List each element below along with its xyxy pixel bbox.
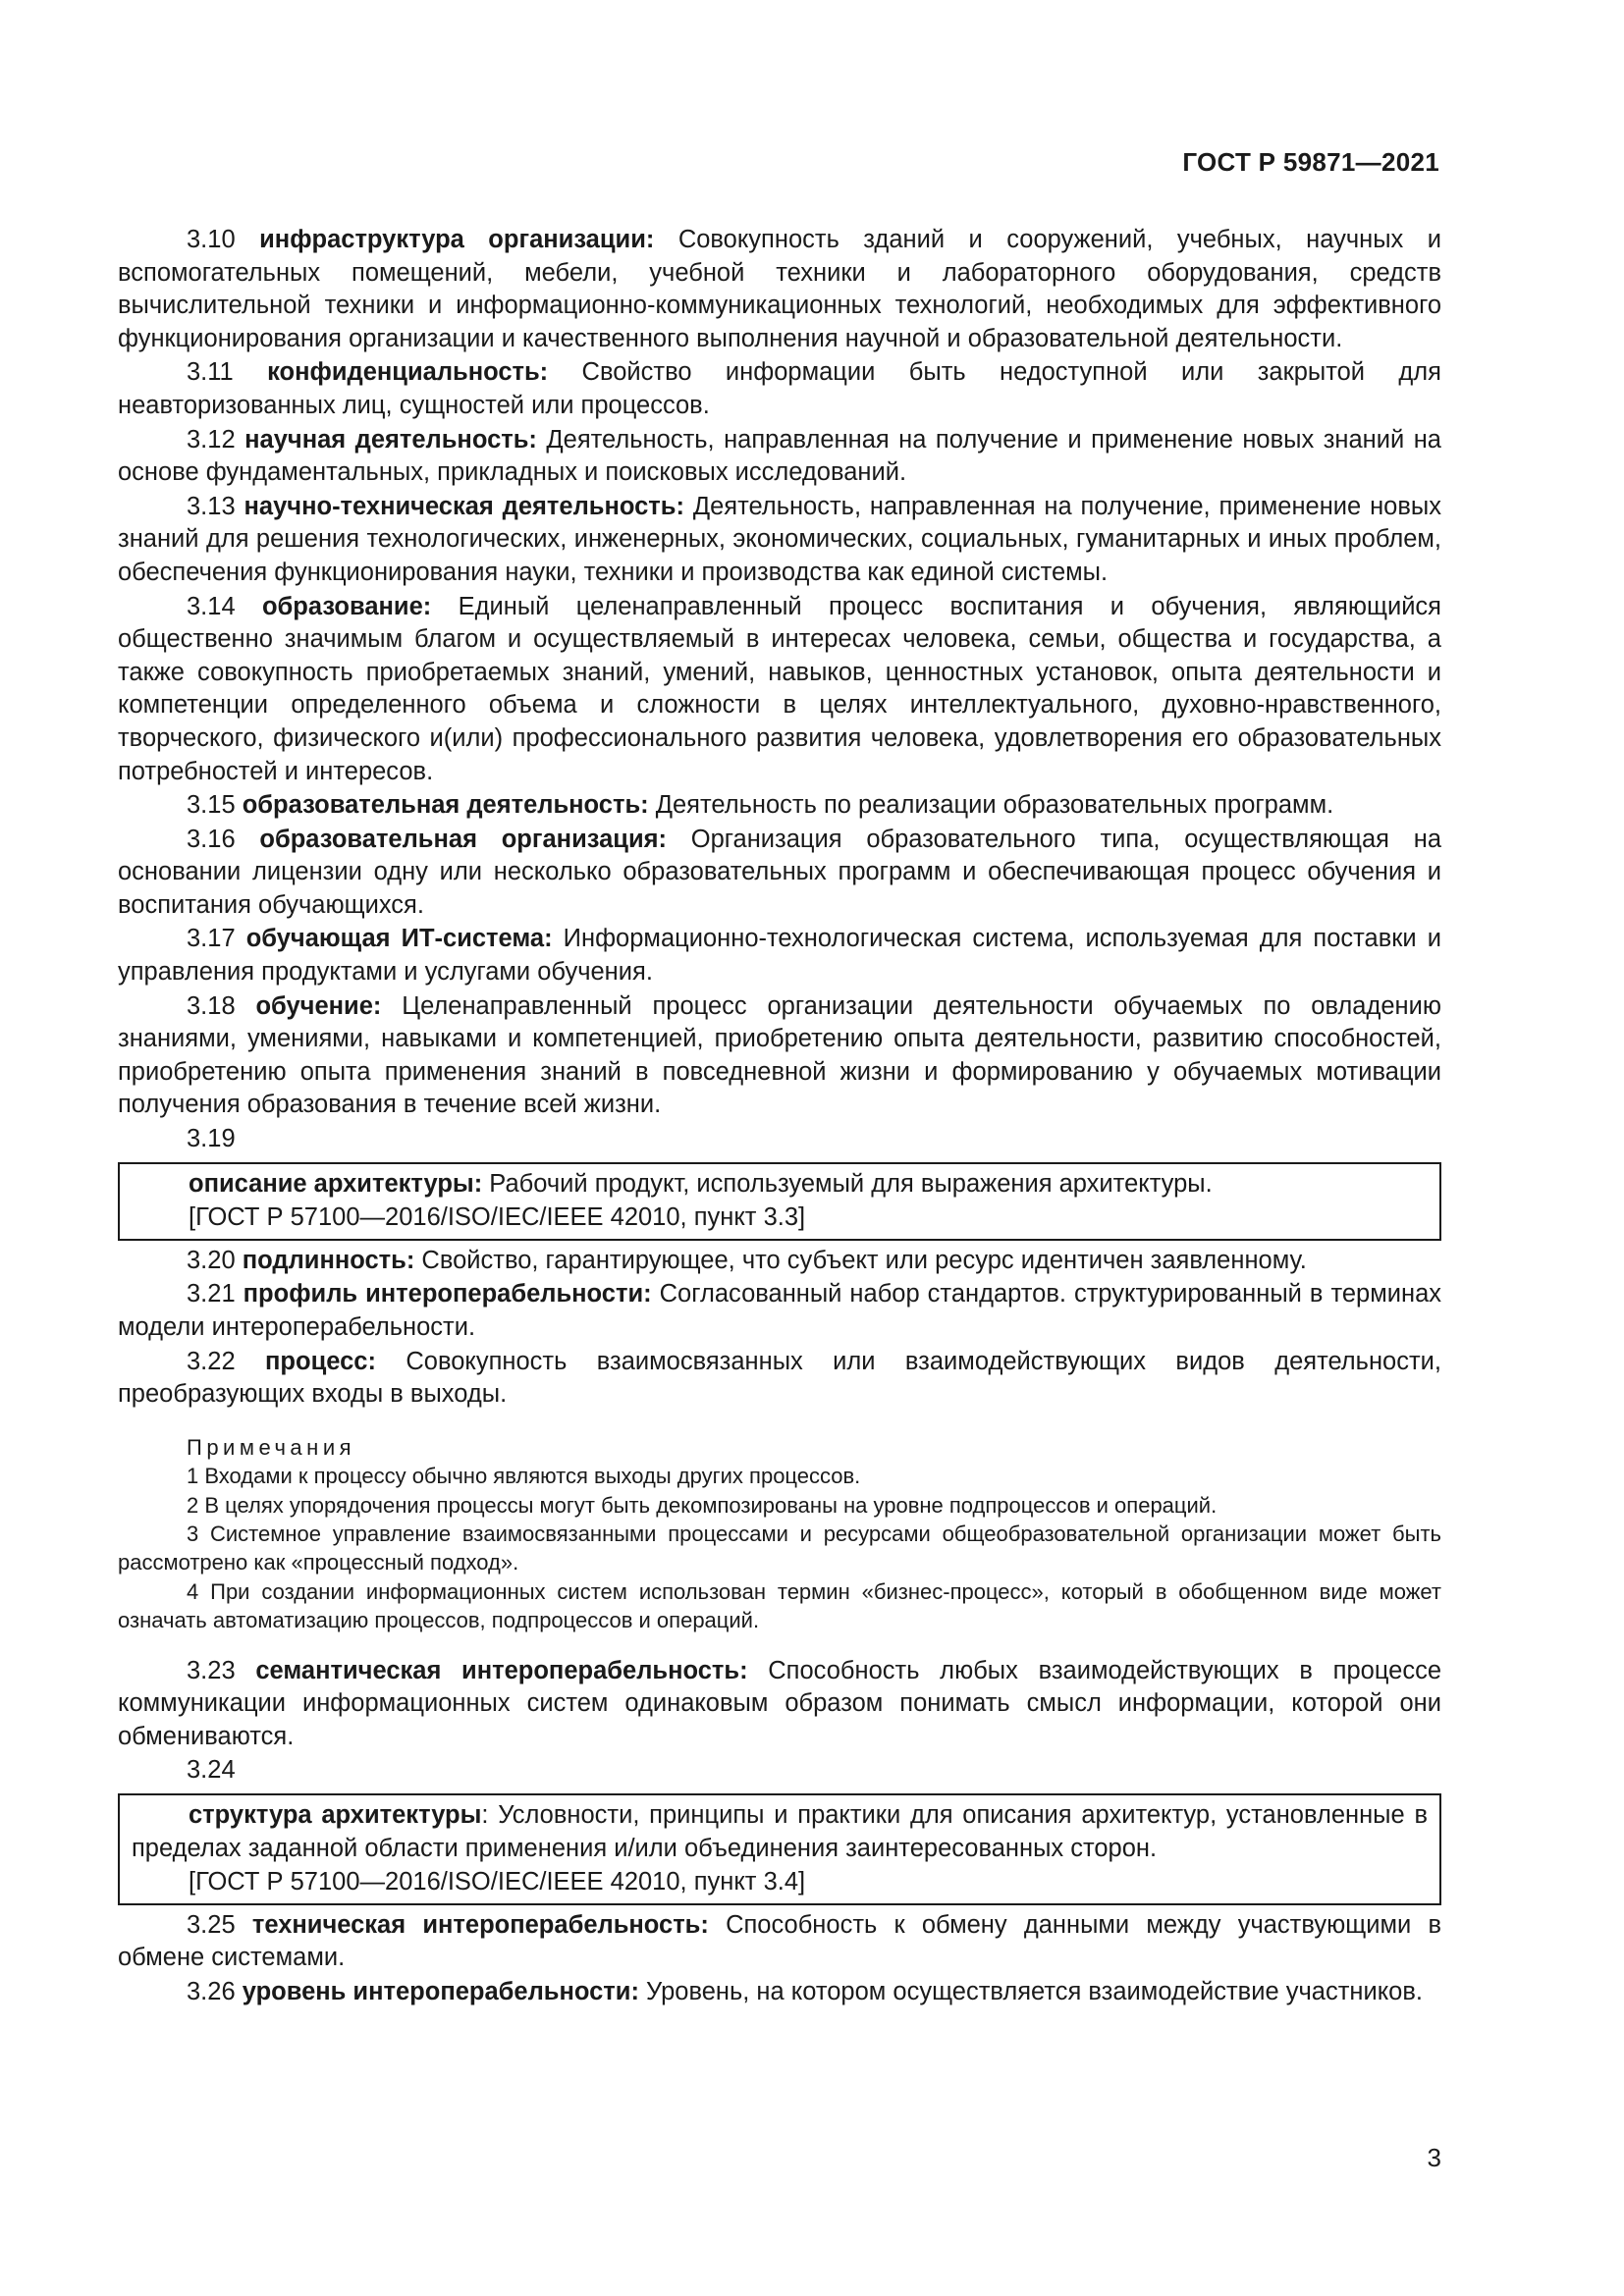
notes-block: [118, 1433, 1441, 1635]
term-3-10: 3.10 инфраструктура организации: Совокупность зданий и сооружений, учебных, научных и вспомогательных помещений, мебели, учебной техники и лабораторного оборудования, средств вычислительной техники и информационно-коммуникационных технологий, необходимых для эффективного функционирования организации и качественного выполнения научной и образовательной деятельности.: [118, 226, 1442, 352]
note-item: 1 Входами к процессу обычно являются выходы других процессов.: [187, 1464, 861, 1489]
term-3-24-number: 3.24: [187, 1756, 236, 1785]
quoted-term-box-3-24: [118, 1793, 1441, 1905]
term-3-26: 3.26 уровень интероперабельности: Уровень, на котором осуществляется взаимодействие участников.: [187, 1977, 1423, 2005]
term-3-14: 3.14 образование: Единый целенаправленный процесс воспитания и обучения, являющийся общественно значимым благом и осуществляемый в интересах человека, семьи, общества и государства, а также совокупность приобретаемых знаний, умений, навыков, ценностных установок, опыта деятельности и компетенции определенного объема и сложности в целях интеллектуального, духовно-нравственного, творческого, физического и(или) профессионального развития человека, удовлетворения его образовательных потребностей и интересов.: [118, 592, 1441, 785]
term-3-11: 3.11 конфиденциальность: Свойство информации быть недоступной или закрытой для неавторизованных лиц, сущностей или процессов.: [118, 358, 1441, 419]
term-3-23: 3.23 семантическая интероперабельность: Способность любых взаимодействующих в процессе коммуникации информационных систем одинаковым образом понимать смысл информации, которой они обмениваются.: [118, 1656, 1441, 1750]
page-number: 3: [1427, 2143, 1441, 2172]
note-item: 4 При создании информационных систем использован термин «бизнес-процесс», который в обобщенном виде может означать автоматизацию процессов, подпроцессов и операций.: [118, 1578, 1441, 1633]
term-3-20: 3.20 подлинность: Свойство, гарантирующее, что субъект или ресурс идентичен заявленному.: [187, 1246, 1307, 1274]
term-3-24-reference: [ГОСТ Р 57100—2016/ISO/IEC/IEEE 42010, пункт 3.4]: [189, 1868, 806, 1896]
term-3-16: 3.16 образовательная организация: Организация образовательного типа, осуществляющая на основании лицензии одну или несколько образовательных программ и обеспечивающая процесс обучения и воспитания обучающихся.: [118, 825, 1441, 919]
term-3-19-reference: [ГОСТ Р 57100—2016/ISO/IEC/IEEE 42010, пункт 3.3]: [189, 1203, 806, 1232]
notes-title: Примечания: [187, 1434, 356, 1460]
standard-code-header: ГОСТ Р 59871—2021: [1182, 147, 1439, 177]
term-3-22: 3.22 процесс: Совокупность взаимосвязанных или взаимодействующих видов деятельности, преобразующих входы в выходы.: [118, 1347, 1441, 1409]
term-3-17: 3.17 обучающая ИТ-система: Информационно-технологическая система, используемая для поставки и управления продуктами и услугами обучения.: [118, 925, 1441, 987]
term-3-18: 3.18 обучение: Целенаправленный процесс организации деятельности обучаемых по овладению знаниями, умениями, навыками и компетенцией, приобретению опыта деятельности, развитию способностей, приобретению опыта применения знаний в повседневной жизни и формированию у обучаемых мотивации получения образования в течение всей жизни.: [118, 991, 1441, 1119]
term-3-25: 3.25 техническая интероперабельность: Способность к обмену данными между участвующими в обмене системами.: [118, 1910, 1441, 1972]
note-item: 2 В целях упорядочения процессы могут быть декомпозированы на уровне подпроцессов и операций.: [187, 1492, 1218, 1518]
term-3-19-number: 3.19: [187, 1125, 236, 1153]
terms-content: [118, 224, 1441, 2010]
term-3-12: 3.12 научная деятельность: Деятельность, направленная на получение и применение новых знаний на основе фундаментальных, прикладных и поисковых исследований.: [118, 425, 1441, 487]
term-3-15: 3.15 образовательная деятельность: Деятельность по реализации образовательных программ.: [187, 791, 1334, 820]
term-3-19: описание архитектуры: Рабочий продукт, используемый для выражения архитектуры.: [189, 1169, 1213, 1198]
term-3-21: 3.21 профиль интероперабельности: Согласованный набор стандартов. структурированный в терминах модели интероперабельности.: [118, 1280, 1441, 1341]
term-3-13: 3.13 научно-техническая деятельность: Деятельность, направленная на получение, применение новых знаний для решения технологических, инженерных, экономических, социальных, гуманитарных и иных проблем, обеспечения функционирования науки, техники и производства как единой системы.: [118, 492, 1441, 586]
term-3-24: структура архитектуры: Условности, принципы и практики для описания архитектур, установленные в пределах заданной области применения и/или объединения заинтересованных сторон.: [132, 1801, 1428, 1862]
quoted-term-box-3-19: [118, 1162, 1441, 1241]
note-item: 3 Системное управление взаимосвязанными процессами и ресурсами общеобразовательной организации может быть рассмотрено как «процессный подход».: [118, 1522, 1441, 1575]
